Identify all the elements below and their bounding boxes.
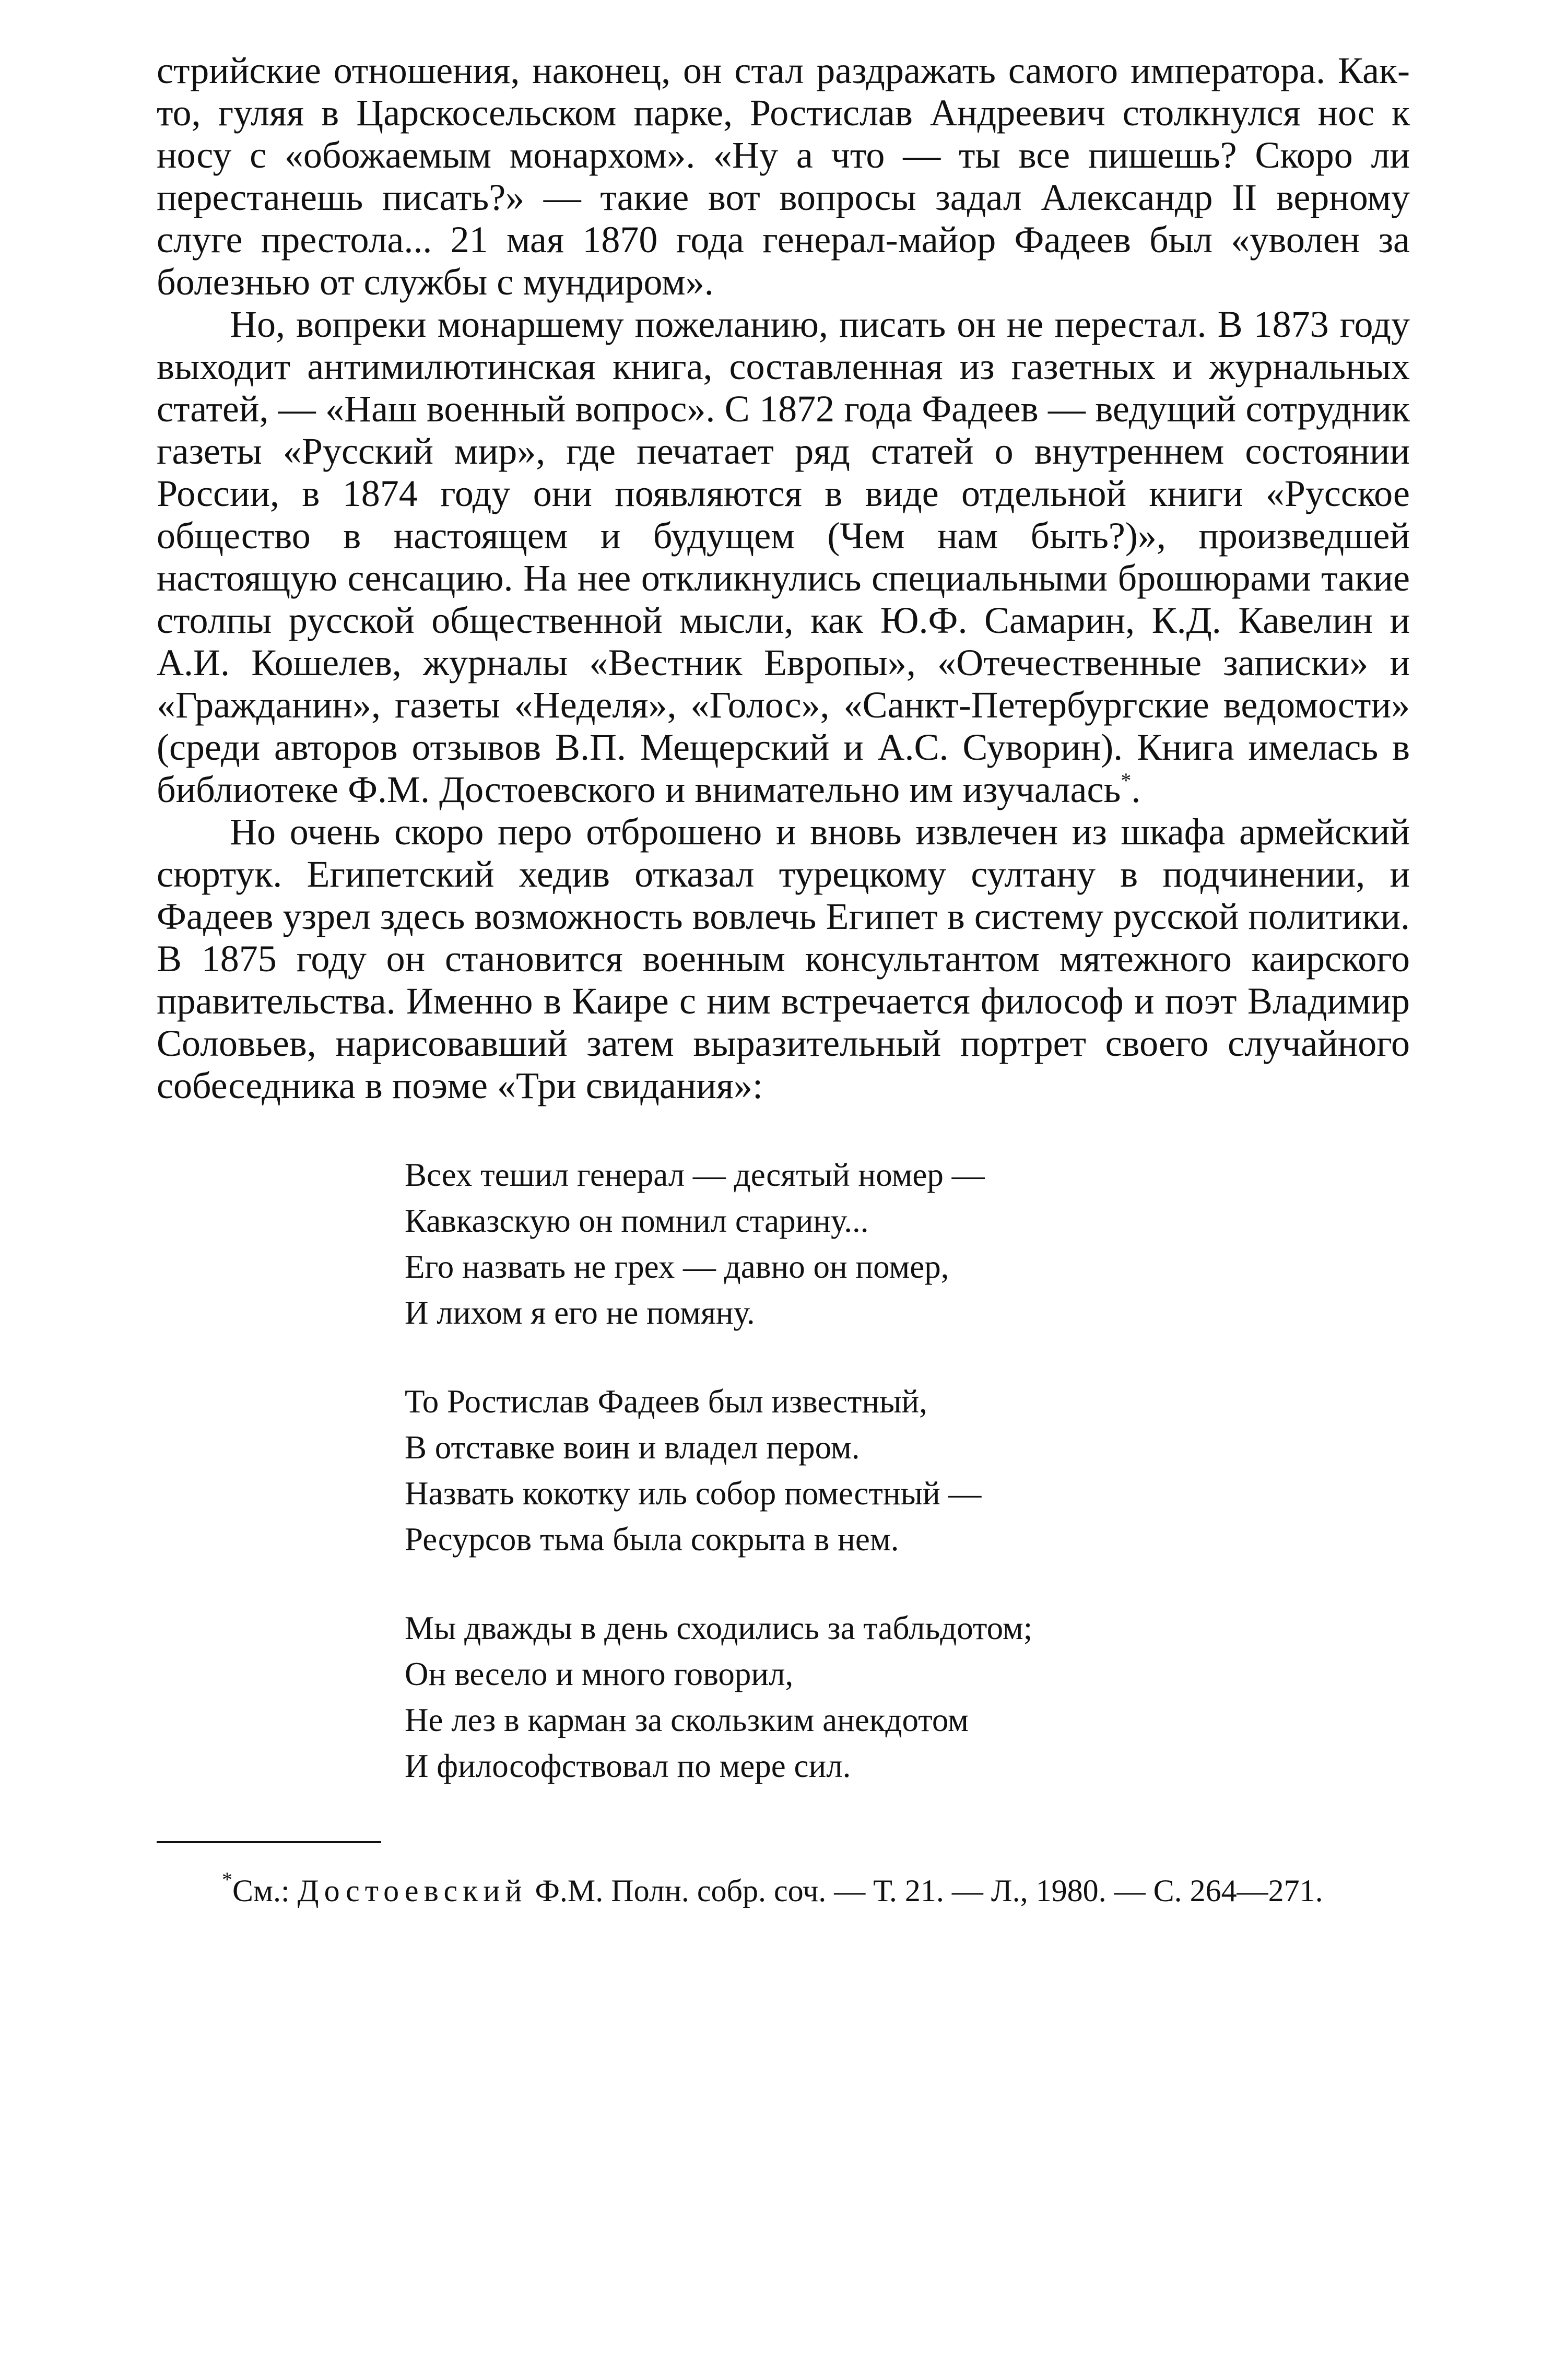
paragraph-1-text: стрийские отношения, наконец, он стал раздражать самого императора. Как-то, гуляя в Царскосельском парке, Ростислав Андреевич столкнулся нос к носу с «обожаемым монархом». «Ну а что — ты все пишешь? Скоро ли перестанешь писать?» — такие вот вопросы задал Александр II верному слуге престола... 21 мая 1870 года генерал-майор Фадеев был «уволен за болезнью от службы с мундиром». [157, 50, 1410, 303]
paragraph-2-text: Но, вопреки монаршему пожеланию, писать он не перестал. В 1873 году выходит антимилютинская книга, составленная из газетных и журнальных статей, — «Наш военный вопрос». С 1872 года Фадеев — ведущий сотрудник газеты «Русский мир», где печатает ряд статей о внутреннем состоянии России, в 1874 году они появляются в виде отдельной книги «Русское общество в настоящем и будущем (Чем нам быть?)», произведшей настоящую сенсацию. На нее откликнулись специальными брошюрами такие столпы русской общественной мысли, как Ю.Ф. Самарин, К.Д. Кавелин и А.И. Кошелев, журналы «Вестник Европы», «Отечественные записки» и «Гражданин», газеты «Неделя», «Голос», «Санкт-Петербургские ведомости» (среди авторов отзывов В.П. Мещерский и А.С. Суворин). Книга имелась в библиотеке Ф.М. Достоевского и внимательно им изучалась [157, 303, 1410, 810]
poem-stanza-1 [405, 1152, 1410, 1336]
footnote-citation: Ф.М. Полн. собр. соч. — Т. 21. — Л., 1980. — С. 264—271. [527, 1874, 1323, 1908]
verse-line: Ресурсов тьма была сокрыта в нем. [405, 1521, 899, 1558]
verse-line: То Ростислав Фадеев был известный, [405, 1383, 927, 1420]
paragraph-1 [157, 50, 1410, 303]
footnote-divider [157, 1841, 381, 1843]
footnote [157, 1868, 1410, 1910]
verse-line: В отставке воин и владел пером. [405, 1429, 860, 1466]
verse-line: Всех тешил генерал — десятый номер — [405, 1157, 985, 1193]
paragraph-2-end: . [1131, 769, 1141, 810]
verse-line: Он весело и много говорил, [405, 1656, 794, 1692]
poem-stanza-2 [405, 1378, 1410, 1562]
verse-line: Мы дважды в день сходились за табльдотом; [405, 1610, 1033, 1646]
paragraph-3-text: Но очень скоро перо отброшено и вновь извлечен из шкафа армейский сюртук. Египетский хедив отказал турецкому султану в подчинении, и Фадеев узрел здесь возможность вовлечь Египет в систему русской политики. В 1875 году он становится военным консультантом мятежного каирского правительства. Именно в Каире с ним встречается философ и поэт Владимир Соловьев, нарисовавший затем выразительный портрет своего случайного собеседника в поэме «Три свидания»: [157, 811, 1410, 1106]
footnote-marker: * [222, 1868, 232, 1891]
footnote-prefix: См.: [232, 1874, 298, 1908]
verse-line: Его назвать не грех — давно он помер, [405, 1248, 949, 1285]
verse-line: И философствовал по мере сил. [405, 1748, 851, 1784]
paragraph-2 [157, 303, 1410, 811]
book-page [157, 50, 1410, 1941]
paragraph-3 [157, 811, 1410, 1107]
poem-stanza-3 [405, 1605, 1410, 1789]
verse-line: Назвать кокотку иль собор поместный — [405, 1475, 982, 1512]
verse-line: Не лез в карман за скользким анекдотом [405, 1702, 969, 1738]
footnote-reference: * [1121, 769, 1132, 792]
footnote-author: Достоевский [297, 1874, 527, 1908]
poem-excerpt [405, 1152, 1410, 1789]
verse-line: Кавказскую он помнил старину... [405, 1203, 869, 1239]
verse-line: И лихом я его не помяну. [405, 1294, 755, 1331]
main-text [157, 50, 1410, 1107]
